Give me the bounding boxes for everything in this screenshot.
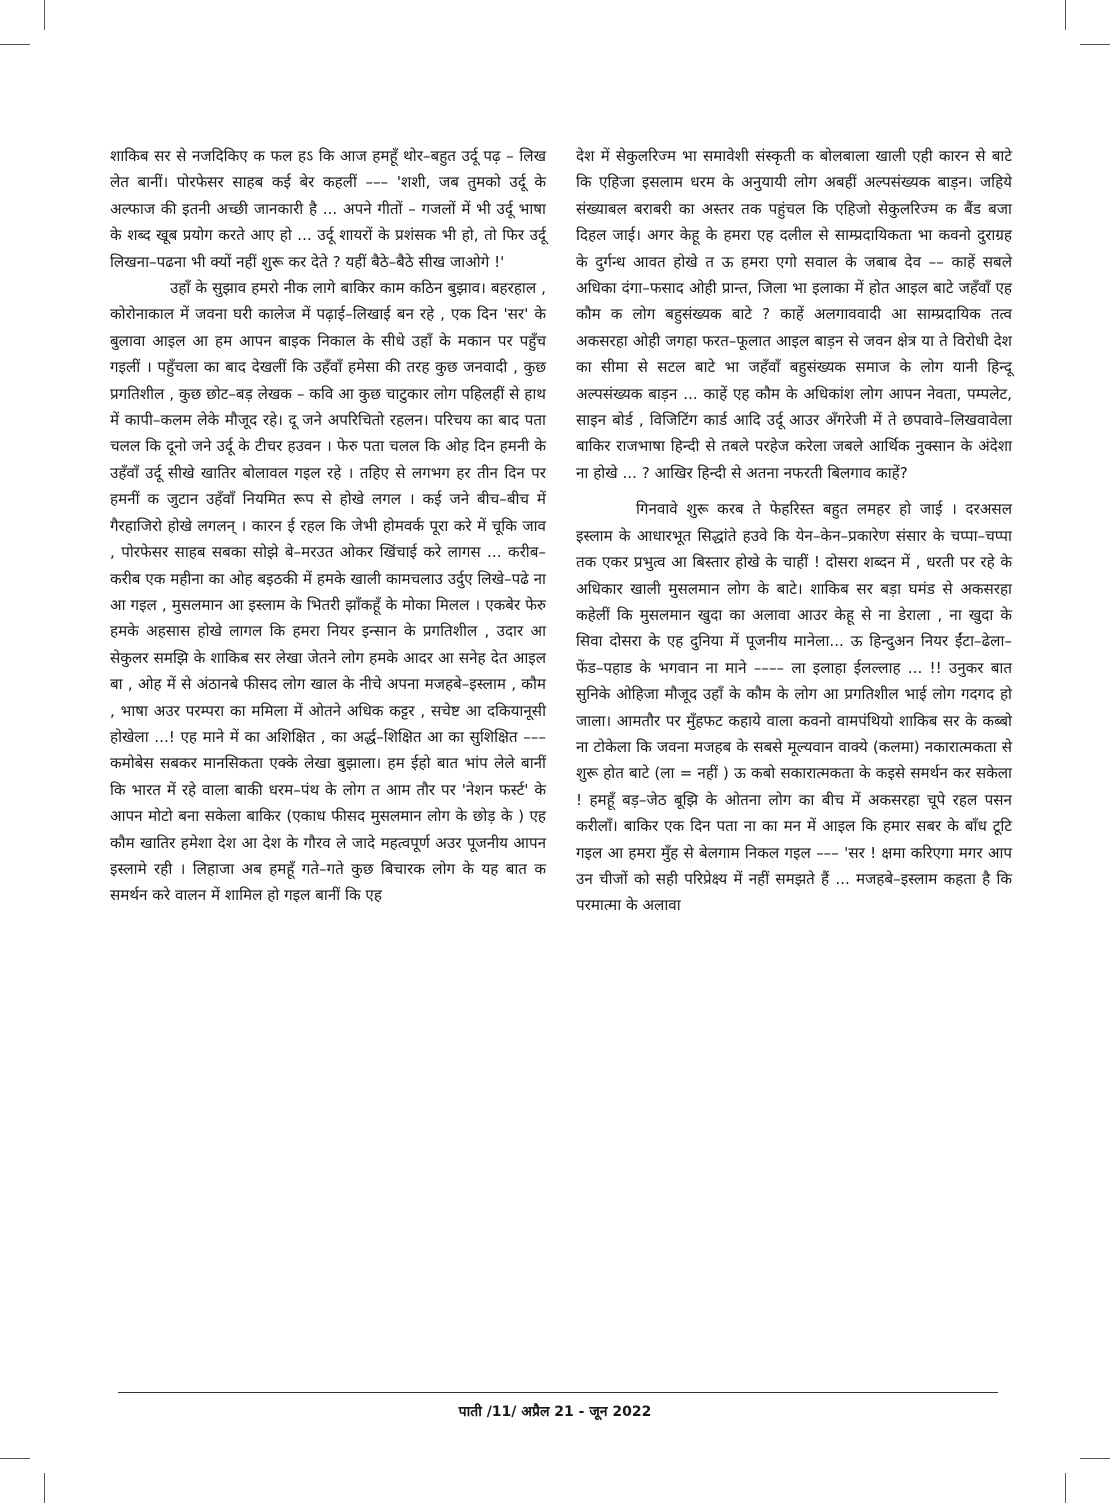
page-footer: पाती /11/ अप्रैल 21 - जून 2022 [458,1404,652,1420]
paragraph: गिनवावे शुरू करब ते फेहरिस्त बहुत लमहर हो जाई । दरअसल इस्लाम के आधारभूत सिद्धांते हउवे कि येन–केन–प्रकारेण संसार के चप्पा–चप्पा तक एकर प्रभुत्व आ बिस्तार होखे के चाहीं ! दोसरा शब्दन में , धरती पर रहे के अधिकार खाली मुसलमान लोग के बाटे। शाकिब सर बड़ा घमंड से अकसरहा कहेलीं कि मुसलमान खुदा का अलावा आउर केहू से ना डेराला , ना खुदा के सिवा दोसरा के एह दुनिया में पूजनीय मानेला... ऊ हिन्दुअन नियर ईंटा–ढेला–फेंड–पहाड के भगवान ना माने –––– ला इलाहा ईलल्लाह ... !! उनुकर बात सुनिके ओहिजा मौजूद उहाँ के कौम के लोग आ प्रगतिशील भाई लोग गदगद हो जाला। आमतौर पर मुँहफट कहाये वाला कवनो वामपंथियो शाकिब सर के कब्बो ना टोकेला कि जवना मजहब के सबसे मूल्यवान वाक्ये (कलमा) नकारात्मकता से शुरू होत बाटे (ला = नहीं ) ऊ कबो सकारात्मकता के कइसे समर्थन कर सकेला ! हमहूँ बड़–जेठ बूझि के ओतना लोग का बीच में अकसरहा चूपे रहल पसन करीलाँ। बाकिर एक दिन पता ना का मन में आइल कि हमार सबर के बाँध टूटि गइल आ हमरा मुँह से बेलगाम निकल गइल ––– 'सर ! क्षमा करिएगा मगर आप उन चीजों को सही परिप्रेक्ष्य में नहीं समझते हैं ... मजहबे–इस्लाम कहता है कि परमात्मा के अलावा [576,500,1012,915]
crop-mark [1080,1458,1110,1459]
right-column [576,143,1012,919]
crop-mark [1080,44,1110,45]
crop-mark [0,1458,30,1459]
crop-mark [44,1473,45,1503]
paragraph: उहाँ के सुझाव हमरो नीक लागे बाकिर काम कठिन बुझाव। बहरहाल , कोरोनाकाल में जवना घरी कालेज में पढ़ाई–लिखाई बन रहे , एक दिन 'सर' के बुलावा आइल आ हम आपन बाइक निकाल के सीधे उहाँ के मकान पर पहुँच गइलीं । पहुँचला का बाद देखलीं कि उहँवाँ हमेसा की तरह कुछ जनवादी , कुछ प्रगतिशील , कुछ छोट–बड़ लेखक – कवि आ कुछ चाटुकार लोग पहिलहीं से हाथ में कापी–कलम लेके मौजूद रहे। दू जने अपरिचितो रहलन। परिचय का बाद पता चलल कि दूनो जने उर्दू के टीचर हउवन । फेरु पता चलल कि ओह दिन हमनी के उहँवाँ उर्दू सीखे खातिर बोलावल गइल रहे । तहिए से लगभग हर तीन दिन पर हमनीं क जुटान उहँवाँ नियमित रूप से होखे लगल । कई जने बीच–बीच में गैरहाजिरो होखे लगलन् । कारन ई रहल कि जेभी होमवर्क पूरा करे में चूकि जाव , पोरफेसर साहब सबका सोझे बे–मरउत ओकर खिंचाई करे लागस ... करीब–करीब एक महीना का ओह बइठकी में हमके खाली कामचलाउ उर्दुए लिखे–पढे ना आ गइल , मुसलमान आ इस्लाम के भितरी झाँकहूँ के मोका मिलल । एकबेर फेरु हमके अहसास होखे लागल कि हमरा नियर इन्सान के प्रगतिशील , उदार आ सेकुलर समझि के शाकिब सर लेखा जेतने लोग हमके आदर आ सनेह देत आइल बा , ओह में से अंठानबे फीसद लोग खाल के नीचे अपना मजहबे–इस्लाम , कौम , भाषा अउर परम्परा का ममिला में ओतने अधिक कट्टर , सचेष्ट आ दकियानूसी होखेला ...! एह माने में का अशिक्षित , का अर्द्ध–शिक्षित आ का सुशिक्षित ––– कमोबेस सबकर मानसिकता एक्के लेखा बुझाला। हम ईहो बात भांप लेले बानीं कि भारत में रहे वाला बाकी धरम–पंथ के लोग त आम तौर पर 'नेशन फर्स्ट' के आपन मोटो बना सकेला बाकिर (एकाध फीसद मुसलमान लोग के छोड़ के ) एह कौम खातिर हमेशा देश आ देश के गौरव ले जादे महत्वपूर्ण अउर पूजनीय आपन इस्लामे रही । लिहाजा अब हमहूँ गते–गते कुछ बिचारक लोग के यह बात क समर्थन करे वालन में शामिल हो गइल बानीं कि एह [110,279,546,905]
footer-divider [118,1392,998,1393]
crop-mark [1065,0,1066,30]
crop-mark [44,0,45,30]
article-body [110,143,1012,1173]
left-column [110,143,546,909]
crop-mark [0,44,30,45]
crop-mark [1065,1473,1066,1503]
paragraph: शाकिब सर से नजदिकिए क फल हऽ कि आज हमहूँ थोर–बहुत उर्दू पढ़ – लिख लेत बानीं। पोरफेसर साहब कई बेर कहलीं ––– 'शशी, जब तुमको उर्दू के अल्फाज की इतनी अच्छी जानकारी है ... अपने गीतों – गजलों में भी उर्दू भाषा के शब्द खूब प्रयोग करते आए हो ... उर्दू शायरों के प्रशंसक भी हो, तो फिर उर्दू लिखना–पढना भी क्यों नहीं शुरू कर देते ? यहीं बैठे–बैठे सीख जाओगे !' [110,147,546,271]
paragraph: देश में सेकुलरिज्म भा समावेशी संस्कृती क बोलबाला खाली एही कारन से बाटे कि एहिजा इसलाम धरम के अनुयायी लोग अबहीं अल्पसंख्यक बाड़न। जहिये संख्याबल बराबरी का अस्तर तक पहुंचल कि एहिजो सेकुलरिज्म क बैंड बजा दिहल जाई। अगर केहू के हमरा एह दलील से साम्प्रदायिकता भा कवनो दुराग्रह के दुर्गन्ध आवत होखे त ऊ हमरा एगो सवाल के जबाब देव –– काहें सबले अधिका दंगा–फसाद ओही प्रान्त, जिला भा इलाका में होत आइल बाटे जहँवाँ एह कौम क लोग बहुसंख्यक बाटे ? काहें अलगाववादी आ साम्प्रदायिक तत्व अकसरहा ओही जगहा फरत–फूलात आइल बाड़न से जवन क्षेत्र या ते विरोधी देश का सीमा से सटल बाटे भा जहँवाँ बहुसंख्यक समाज के लोग यानी हिन्दू अल्पसंख्यक बाड़न ... काहें एह कौम के अधिकांश लोग आपन नेवता, पम्पलेट, साइन बोर्ड , विजिटिंग कार्ड आदि उर्दू आउर अँगरेजी में ते छपवावे–लिखवावेला बाकिर राजभाषा हिन्दी से तबले परहेज करेला जबले आर्थिक नुक्सान के अंदेशा ना होखे ... ? आखिर हिन्दी से अतना नफरती बिलगाव काहें? [576,147,1012,482]
